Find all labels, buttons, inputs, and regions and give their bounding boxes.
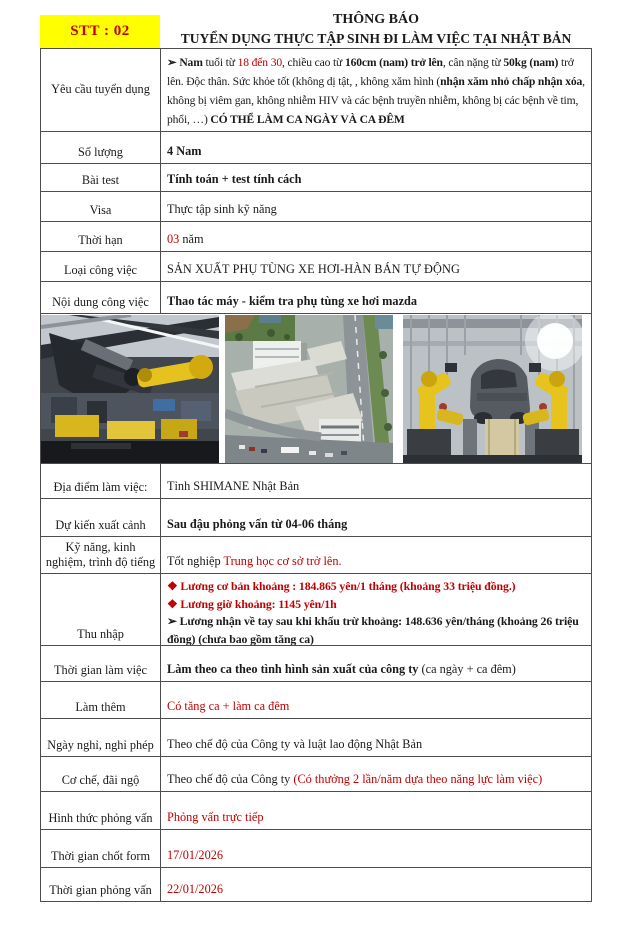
- table-row-bai-test: [41, 163, 591, 191]
- label-so-luong: Số lượng: [41, 132, 161, 163]
- text-segment: CÓ THỂ LÀM CA NGÀY VÀ CA ĐÊM: [210, 113, 405, 126]
- aerial-factory-complex-photo: [225, 315, 393, 463]
- table-row-hinh-thuc-phong-van: [41, 791, 591, 829]
- table-row-visa: [41, 191, 591, 221]
- text-segment: 50kg (nam): [503, 56, 559, 69]
- text-segment: (ca ngày + ca đêm): [418, 662, 516, 676]
- value-lam-them: [161, 682, 591, 718]
- text-segment: , chiều cao từ: [281, 56, 345, 69]
- value-noi-dung-cong-viec: [161, 282, 591, 313]
- text-segment: nhận xăm nhỏ chấp nhận xóa: [440, 75, 583, 88]
- table-row-thoi-gian-phong-van: [41, 867, 591, 901]
- text-segment: 18 đến 30: [237, 56, 282, 69]
- label-ngay-nghi-nghi-phep: Ngày nghỉ, nghỉ phép: [41, 719, 161, 756]
- table-row-co-che-dai-ngo: [41, 756, 591, 791]
- value-du-kien-xuat-canh: [161, 499, 591, 536]
- text-segment: , không bị viêm gan, không nhiễm HIV và các bệnh truyền nhiễm, không bị các bệnh về tim, phổi, …): [167, 75, 585, 126]
- text-segment: Làm theo ca theo tình hình sản xuất của công ty: [167, 662, 419, 676]
- value-yeu-cau-tuyen-dung: [161, 49, 591, 131]
- text-segment: Có tăng ca + làm ca đêm: [167, 699, 290, 713]
- value-thoi-gian-chot-form: [161, 830, 591, 867]
- text-segment: Sau đậu phỏng vấn từ 04-06 tháng: [167, 517, 348, 531]
- notice-title-line2: TUYỂN DỤNG THỰC TẬP SINH ĐI LÀM VIỆC TẠI NHẬT BẢN: [180, 31, 572, 46]
- value-ngay-nghi-nghi-phep: [161, 719, 591, 756]
- value-thoi-gian-lam-viec: [161, 646, 591, 681]
- text-segment: tuổi từ: [202, 56, 238, 69]
- table-row-thoi-han: [41, 221, 591, 251]
- car-body-welding-line-photo: [403, 315, 582, 463]
- text-segment: , cân nặng từ: [442, 56, 504, 69]
- text-segment: Trung học cơ sở trở lên.: [223, 554, 342, 568]
- table-row-thu-nhap: [41, 573, 591, 645]
- text-segment: ❖ Lương cơ bản khoảng : 184.865 yên/1 tháng (khoảng 33 triệu đồng.): [167, 579, 516, 593]
- photos-row: [41, 313, 591, 463]
- table-row-so-luong: [41, 131, 591, 163]
- text-segment: 4 Nam: [167, 144, 202, 158]
- table-row-loai-cong-viec: [41, 251, 591, 281]
- label-bai-test: Bài test: [41, 164, 161, 191]
- text-segment: Thực tập sinh kỹ năng: [167, 202, 277, 216]
- table-row-ngay-nghi: [41, 718, 591, 756]
- recruitment-notice-document: [40, 8, 592, 902]
- label-noi-dung-cong-viec: Nội dung công việc: [41, 282, 161, 313]
- label-lam-them: Làm thêm: [41, 682, 161, 718]
- text-segment: năm: [179, 232, 204, 246]
- text-segment: (Có thưởng 2 lần/năm dựa theo năng lực làm việc): [293, 772, 543, 786]
- stt-badge-text: STT : 02: [70, 23, 130, 39]
- table-row-du-kien-xuat-canh: [41, 498, 591, 536]
- label-thoi-gian-phong-van: Thời gian phỏng vấn: [41, 868, 161, 901]
- text-segment: Tỉnh SHIMANE Nhật Bản: [167, 479, 300, 493]
- text-segment: 03: [167, 232, 180, 246]
- text-segment: 17/01/2026: [167, 848, 224, 862]
- value-hinh-thuc-phong-van: [161, 792, 591, 829]
- text-segment: Tính toán + test tính cách: [167, 172, 302, 186]
- notice-title-line1: THÔNG BÁO: [333, 12, 419, 27]
- table-row-noi-dung-cong-viec: [41, 281, 591, 313]
- stt-badge: [40, 15, 160, 48]
- table-row-lam-them: [41, 681, 591, 718]
- table-row-dia-diem: [41, 463, 591, 498]
- text-segment: ❖ Lương giờ khoảng: 1145 yên/1h: [167, 596, 337, 611]
- label-thu-nhap: Thu nhập: [41, 574, 161, 645]
- notice-title: [160, 11, 592, 48]
- text-segment: ➢ Lương nhận về tay sau khi khấu trừ khoảng: 148.636 yên/tháng (khoảng 26 triệu đồng) (chưa bao gồm tăng ca): [167, 614, 579, 645]
- text-segment: 22/01/2026: [167, 882, 224, 896]
- text-segment: Phỏng vấn trực tiếp: [167, 810, 264, 824]
- label-thoi-gian-chot-form: Thời gian chốt form: [41, 830, 161, 867]
- table-row-ky-nang: [41, 536, 591, 573]
- factory-robot-arm-photo: [41, 315, 219, 463]
- text-segment: Tốt nghiệp: [167, 554, 224, 568]
- value-visa: [161, 192, 591, 221]
- table-row-thoi-gian-lam-viec: [41, 645, 591, 681]
- value-co-che-dai-ngo: [161, 757, 591, 791]
- notice-table: [40, 48, 592, 902]
- label-du-kien-xuat-canh: Dự kiến xuất cảnh: [41, 499, 161, 536]
- text-segment: 160cm (nam) trở lên: [344, 56, 443, 69]
- value-thu-nhap: [161, 574, 591, 645]
- value-so-luong: [161, 132, 591, 163]
- text-segment: Nam: [179, 56, 203, 69]
- label-ky-nang-kinh-nghiem: Kỹ năng, kinh nghiệm, trình độ tiếng: [41, 537, 161, 573]
- value-dia-diem-lam-viec: [161, 464, 591, 498]
- text-segment: ➢: [167, 56, 180, 69]
- text-segment: Theo chế độ của Công ty và luật lao động Nhật Bản: [167, 737, 423, 751]
- value-ky-nang-kinh-nghiem: [161, 537, 591, 573]
- label-thoi-han: Thời hạn: [41, 222, 161, 251]
- label-yeu-cau-tuyen-dung: Yêu cầu tuyển dụng: [41, 49, 161, 131]
- label-hinh-thuc-phong-van: Hình thức phỏng vấn: [41, 792, 161, 829]
- value-bai-test: [161, 164, 591, 191]
- notice-header: [40, 8, 592, 48]
- table-row-yeu-cau: [41, 49, 591, 131]
- label-thoi-gian-lam-viec: Thời gian làm việc: [41, 646, 161, 681]
- label-co-che-dai-ngo: Cơ chế, đãi ngộ: [41, 757, 161, 791]
- label-dia-diem-lam-viec: Địa điểm làm việc:: [41, 464, 161, 498]
- value-thoi-gian-phong-van: [161, 868, 591, 901]
- value-loai-cong-viec: [161, 252, 591, 281]
- text-segment: trở lên. Độc thân. Sức khỏe tốt (không dị tật, , không xăm hình (: [167, 56, 574, 88]
- value-thoi-han: [161, 222, 591, 251]
- table-row-thoi-gian-chot-form: [41, 829, 591, 867]
- text-segment: Theo chế độ của Công ty: [167, 772, 294, 786]
- text-segment: Thao tác máy - kiểm tra phụ tùng xe hơi mazda: [167, 294, 418, 308]
- label-visa: Visa: [41, 192, 161, 221]
- label-loai-cong-viec: Loại công việc: [41, 252, 161, 281]
- text-segment: SẢN XUẤT PHỤ TÙNG XE HƠI-HÀN BÁN TỰ ĐỘNG: [167, 262, 460, 276]
